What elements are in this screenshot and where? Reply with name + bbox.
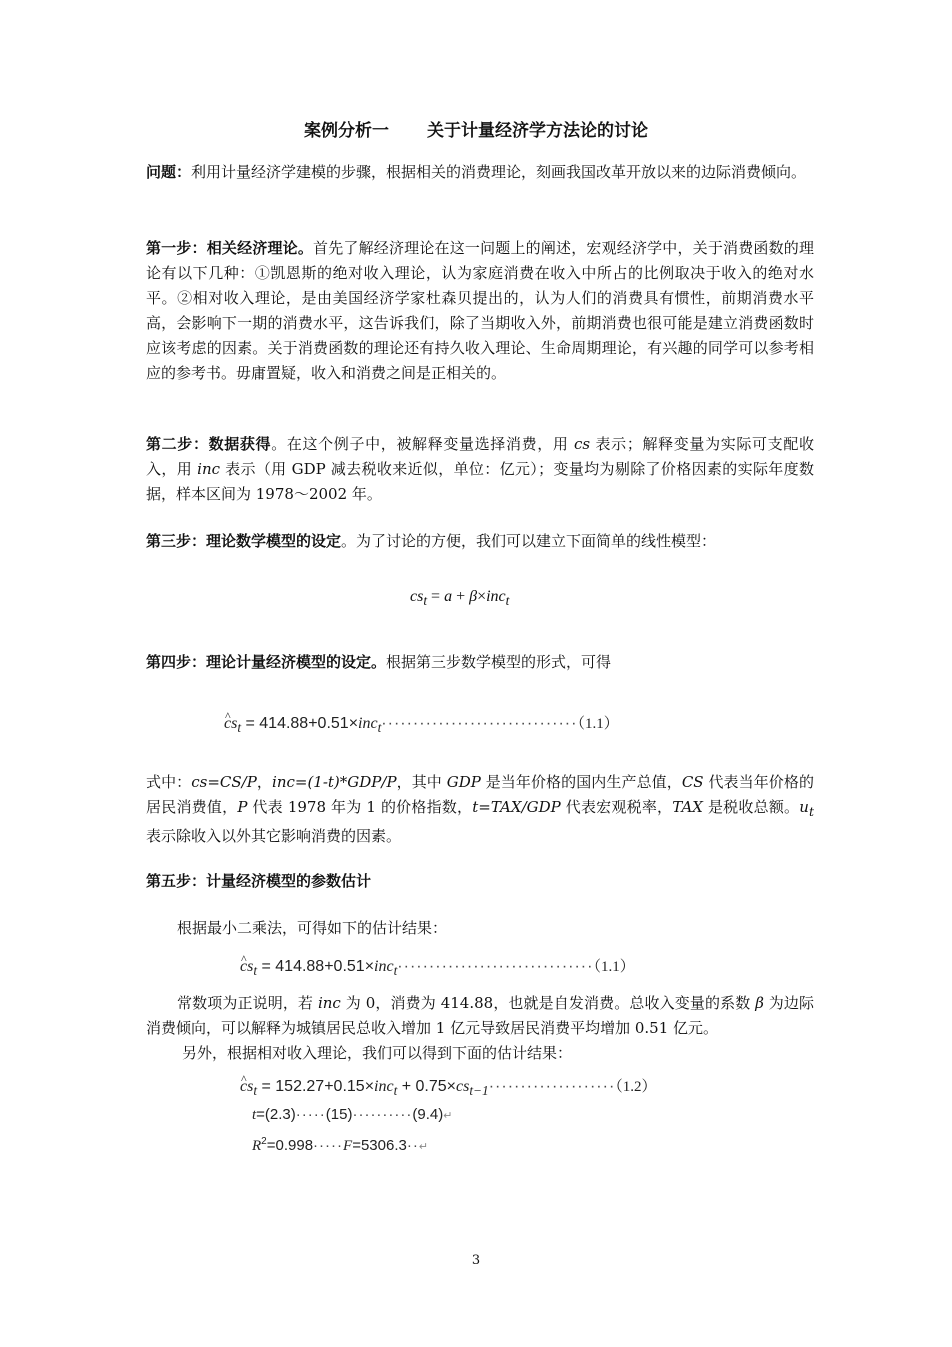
step2-text-1: 。在这个例子中，被解释变量选择消费，用 — [271, 435, 574, 453]
step5-heading: 第五步：计量经济模型的参数估计 — [146, 872, 372, 890]
equation-1-1-repeat — [240, 955, 635, 979]
question-paragraph — [146, 160, 814, 185]
interpretation-paragraph — [146, 991, 814, 1041]
eq11b-lhs: ^ cs — [240, 958, 253, 976]
def-tax: TAX — [672, 798, 703, 816]
eq11b-rhs: = 414.88+0.51× — [257, 958, 375, 975]
step2-paragraph — [146, 432, 814, 507]
def-text-7: 是税收总额。 — [702, 798, 800, 816]
def-gdp: GDP — [446, 773, 481, 791]
eq11-sub2: t — [377, 720, 382, 736]
var-cs: cs — [573, 435, 591, 453]
tstat-label: t — [252, 1107, 257, 1123]
var-inc: inc — [197, 460, 221, 478]
eq12-lhs: ^ cs — [240, 1078, 253, 1096]
eq12-rhs1: = 152.27+0.15× — [257, 1078, 375, 1095]
interp-text-2: 为 0，消费为 414.88，也就是自发消费。总收入变量的系数 — [340, 994, 756, 1012]
fit-dots-2: ·· — [406, 1137, 419, 1154]
interp-text-3: 为边际消费倾向，可以解释为城镇居民总收入增加 1 亿元导致居民消费平均增加 0.51 亿元。 — [146, 994, 814, 1037]
interp-beta: β — [755, 994, 764, 1012]
f1-sub: t — [423, 593, 428, 609]
eq11b-inc: inc — [374, 958, 394, 975]
paragraph-mark-icon: ↵ — [443, 1110, 453, 1122]
definitions-paragraph — [146, 770, 814, 849]
step1-paragraph — [146, 236, 814, 386]
t-statistics — [252, 1106, 452, 1124]
eq12-dots: ···················· — [488, 1078, 616, 1095]
f1-eq: = — [427, 588, 445, 605]
step3-paragraph — [146, 529, 814, 554]
tstat-dots-1: ····· — [295, 1106, 326, 1123]
def-text-5: 代表 1978 年为 1 的价格指数， — [247, 798, 473, 816]
page-title — [0, 116, 952, 141]
page-number: 3 — [471, 1253, 481, 1268]
step4-text: 根据第三步数学模型的形式，可得 — [386, 653, 612, 671]
def-cs: cs=CS/P — [191, 773, 257, 791]
fit-dots-1: ····· — [313, 1137, 344, 1154]
step1-text: 首先了解经济理论在这一问题上的阐述，宏观经济学中，关于消费函数的理论有以下几种：①凯恩斯的绝对收入理论，认为家庭消费在收入中所占的比例取决于收入的绝对水平。②相对收入理论，是由美国经济学家杜森贝提出的，认为人们的消费具有惯性，前期消费水平高，会影响下一期的消费水平，这告诉我们，除了当期收入外，前期消费也很可能是建立消费函数时应该考虑的因素。关于消费函数的理论还有持久收入理论、生命周期理论，有兴趣的同学可以参考相应的参考书。毋庸置疑，收入和消费之间是正相关的。 — [146, 239, 814, 382]
r-squared-sup: 2 — [261, 1136, 267, 1147]
step2-text-2: 表示；解释变量为实际可支配收入，用 — [146, 435, 814, 478]
ols-intro: 根据最小二乘法，可得如下的估计结果： — [177, 919, 448, 937]
question-text: 利用计量经济学建模的步骤，根据相关的消费理论，刻画我国改革开放以来的边际消费倾向。 — [191, 163, 807, 181]
linear-model-formula — [410, 588, 509, 609]
step2-text-3: 表示（用 GDP 减去税收来近似，单位：亿元）；变量均为剔除了价格因素的实际年度数据，样本区间为 1978～2002 年。 — [146, 460, 814, 503]
title-part2: 关于计量经济学方法论的讨论 — [427, 121, 648, 141]
title-part1: 案例分析一 — [304, 121, 389, 141]
interp-inc: inc — [317, 994, 341, 1012]
step3-text: 。为了讨论的方便，我们可以建立下面简单的线性模型： — [341, 532, 717, 550]
eq11-sub: t — [237, 720, 242, 736]
equation-1-2 — [240, 1075, 657, 1099]
fit-statistics — [252, 1136, 428, 1155]
step1-lead: 第一步：相关经济理论。 — [146, 239, 314, 257]
question-lead: 问题： — [146, 163, 192, 181]
eq11-rhs: = 414.88+0.51× — [241, 715, 359, 732]
eq11-inc: inc — [358, 715, 378, 732]
eq12-inc: inc — [374, 1078, 394, 1095]
r-squared-label: R — [252, 1138, 262, 1154]
def-inc: inc=(1-t)*GDP/P — [272, 773, 397, 791]
f-label: F — [343, 1138, 353, 1154]
f-value: =5306.3 — [352, 1137, 407, 1154]
f1-lhs: cs — [410, 588, 424, 605]
step3-lead: 第三步：理论数学模型的设定 — [146, 532, 342, 550]
step4-lead: 第四步：理论计量经济模型的设定。 — [146, 653, 387, 671]
tstat-1: =(2.3) — [256, 1106, 296, 1123]
relative-income-intro: 另外，根据相对收入理论，我们可以得到下面的估计结果： — [182, 1044, 573, 1062]
eq12-rhs2: + 0.75× — [397, 1078, 456, 1095]
f1-inc: inc — [486, 588, 506, 605]
eq11b-sub: t — [253, 963, 258, 979]
eq11b-dots: ······························· — [397, 958, 594, 975]
def-text-2: ，其中 — [396, 773, 447, 791]
eq11b-sub2: t — [393, 963, 398, 979]
def-text-8: 表示除收入以外其它影响消费的因素。 — [146, 827, 402, 845]
r-squared-value: =0.998 — [266, 1137, 314, 1154]
eq12-sub3: t−1 — [469, 1083, 489, 1099]
eq11b-number: （1.1） — [593, 959, 635, 975]
eq11-number: （1.1） — [577, 716, 619, 732]
tstat-3: (9.4) — [412, 1106, 444, 1123]
def-P: P — [237, 798, 248, 816]
def-text-6: 代表宏观税率， — [560, 798, 673, 816]
paragraph-mark-icon: ↵ — [418, 1141, 429, 1153]
f1-times: × — [477, 588, 487, 605]
eq12-sub: t — [253, 1083, 258, 1099]
f1-beta: β — [469, 588, 478, 605]
tstat-2: (15) — [325, 1106, 353, 1123]
def-t: t=TAX/GDP — [472, 798, 561, 816]
eq12-cs: cs — [456, 1078, 470, 1095]
def-text-4: 代表当年价格的居民消费值， — [146, 773, 814, 816]
def-CS: CS — [681, 773, 704, 791]
step4-paragraph — [146, 650, 814, 675]
def-u: u — [799, 798, 809, 816]
def-sep: ， — [256, 773, 273, 791]
def-u-sub: t — [808, 804, 814, 819]
def-text-1: 式中： — [146, 773, 192, 791]
eq11-lhs: ^ cs — [224, 715, 237, 733]
interp-text-1: 常数项为正说明，若 — [177, 994, 318, 1012]
f1-sub2: t — [505, 593, 510, 609]
tstat-dots-2: ·········· — [352, 1106, 413, 1123]
f1-plus: + — [452, 588, 470, 605]
f1-a: a — [444, 588, 453, 605]
equation-1-1 — [224, 712, 619, 736]
eq12-sub2: t — [393, 1083, 398, 1099]
eq11-dots: ······························· — [381, 715, 578, 732]
step2-lead: 第二步：数据获得 — [146, 435, 272, 453]
def-text-3: 是当年价格的国内生产总值， — [480, 773, 682, 791]
eq12-number: （1.2） — [615, 1079, 657, 1095]
